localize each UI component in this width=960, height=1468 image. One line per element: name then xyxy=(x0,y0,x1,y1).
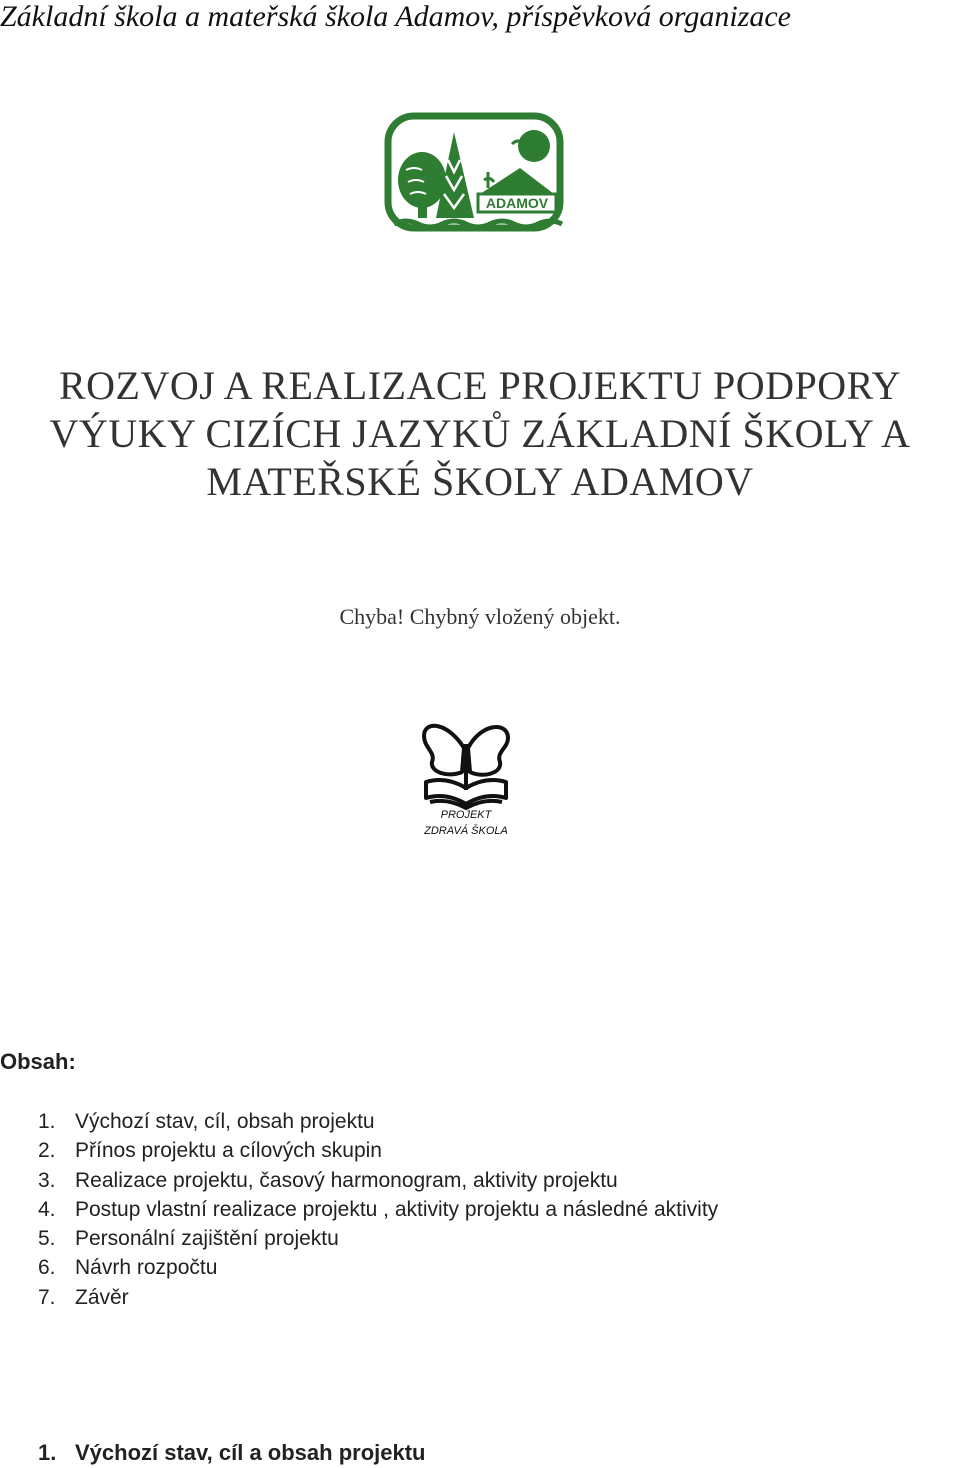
project-title xyxy=(0,362,960,506)
book-butterfly-icon xyxy=(418,718,514,844)
bird-icon xyxy=(512,130,550,162)
house-icon xyxy=(478,168,556,212)
table-of-contents xyxy=(0,1107,718,1312)
school-name: Základní škola a mateřská škola Adamov, příspěvková organizace xyxy=(0,0,791,33)
title-line: ROZVOJ A REALIZACE PROJEKTU PODPORY xyxy=(58,363,902,408)
toc-heading: Obsah: xyxy=(0,1049,76,1074)
toc-item xyxy=(0,1166,718,1195)
toc-item xyxy=(0,1136,718,1165)
toc-item xyxy=(0,1253,718,1282)
toc-item-number: 2. xyxy=(38,1139,56,1163)
logo-zdrava-line2: ZDRAVÁ ŠKOLA xyxy=(424,825,508,837)
toc-item-number: 6. xyxy=(38,1256,56,1280)
toc-item xyxy=(0,1195,718,1224)
toc-item-number: 5. xyxy=(38,1227,56,1251)
wave-icon xyxy=(394,221,562,227)
toc-item-text: Přínos projektu a cílových skupin xyxy=(75,1139,382,1163)
logo-zdrava-line1: PROJEKT xyxy=(440,809,492,821)
toc-item-number: 7. xyxy=(38,1285,56,1309)
embedded-object-error: Chyba! Chybný vložený objekt. xyxy=(339,604,621,629)
section-title: Výchozí stav, cíl a obsah projektu xyxy=(75,1440,426,1465)
toc-item-text: Návrh rozpočtu xyxy=(75,1256,218,1280)
toc-item-text: Závěr xyxy=(75,1285,129,1309)
section-number: 1. xyxy=(38,1440,57,1465)
toc-item-text: Výchozí stav, cíl, obsah projektu xyxy=(75,1110,375,1133)
toc-item-number: 4. xyxy=(38,1197,56,1221)
toc-item-text: Realizace projektu, časový harmonogram, aktivity projektu xyxy=(75,1168,618,1192)
title-line: VÝUKY CIZÍCH JAZYKŮ ZÁKLADNÍ ŠKOLY A xyxy=(49,411,911,456)
title-line: MATEŘSKÉ ŠKOLY ADAMOV xyxy=(206,459,754,504)
toc-item-text: Postup vlastní realizace projektu , aktivity projektu a následné aktivity xyxy=(75,1197,719,1221)
logo-adamov-text: ADAMOV xyxy=(485,195,549,211)
toc-item xyxy=(0,1107,718,1136)
toc-item-number: 3. xyxy=(38,1168,56,1192)
toc-item-text: Personální zajištění projektu xyxy=(75,1227,339,1251)
toc-item xyxy=(0,1283,718,1312)
section-heading xyxy=(38,1438,425,1468)
school-emblem-icon xyxy=(384,110,564,240)
toc-item xyxy=(0,1224,718,1253)
toc-item-number: 1. xyxy=(38,1110,56,1133)
